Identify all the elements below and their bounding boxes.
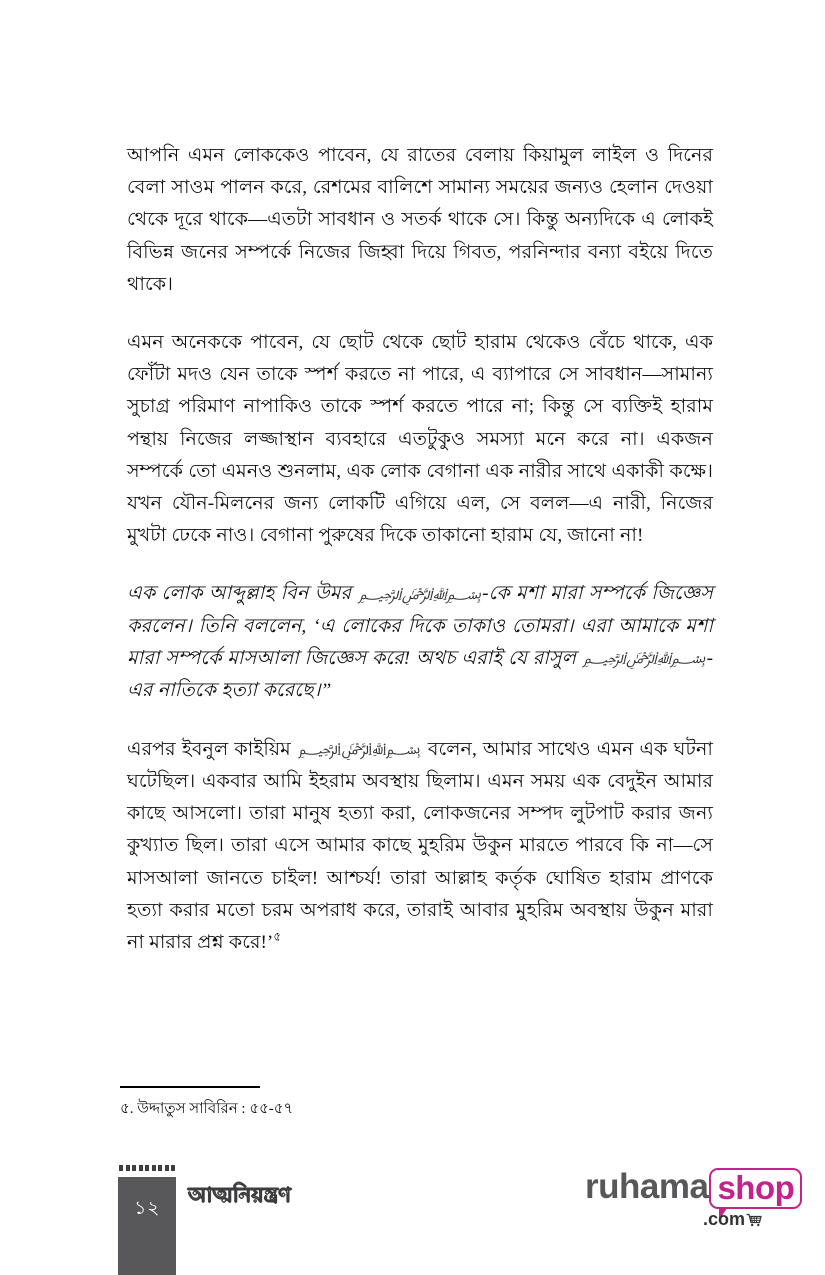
dot (126, 1165, 130, 1171)
body-text-column (127, 140, 713, 959)
logo-badge-wrapper (709, 1168, 802, 1209)
dot (171, 1165, 175, 1171)
logo-wordmark (585, 1168, 802, 1209)
dot (152, 1165, 156, 1171)
dot (165, 1165, 169, 1171)
footnote-text: ৫. উদ্দাতুস সাবিরিন : ৫৫-৫৭ (120, 1101, 294, 1117)
logo-text-shop: shop (709, 1168, 802, 1209)
page-number: ১২ (134, 1198, 160, 1219)
logo-domain-suffix (703, 1210, 762, 1228)
paragraph-4-part-1: এরপর ইবনুল কাইয়িম (127, 738, 297, 760)
paragraph-1: আপনি এমন লোককেও পাবেন, যে রাতের বেলায় কিয়ামুল লাইল ও দিনের বেলা সাওম পালন করে, রেশমের বালিশে সামান্য সময়ের জন্যও হেলান দেওয়া থেকে দূরে থাকে—এতটা সাবধান ও সতর্ক থাকে সে। কিন্তু অন্যদিকে এ লোকই বিভিন্ন জনের সম্পর্কে নিজের জিহ্বা দিয়ে গিবত, পরনিন্দার বন্যা বইয়ে দিতে থাকে। (127, 145, 713, 295)
honorific-symbol-icon: ﷽ (358, 585, 482, 603)
paragraph-4 (127, 734, 713, 960)
paragraph-4-part-2: বলেন, আমার সাথেও এমন এক ঘটনা ঘটেছিল। একবার আমি ইহরাম অবস্থায় ছিলাম। এমন সময় এক বেদুইন আমার কাছে আসলো। তারা মানুষ হত্যা করা, লোকজনের সম্পদ লুটপাট করার জন্য কুখ্যাত ছিল। তারা এসে আমার কাছে মুহরিম উকুন মারতে পারবে কি না—সে মাসআলা জানতে চাইল! আশ্চর্য! তারা আল্লাহ কর্তৃক ঘোষিত হারাম প্রাণকে হত্যা করার মতো চরম অপরাধ করে, তারাই আবার মুহরিম অবস্থায় উকুন মারা না মারার প্রশ্ন করে!’ (127, 738, 713, 954)
page-number-tab (118, 1177, 176, 1275)
page-footer (0, 1160, 825, 1275)
book-title: আত্মনিয়ন্ত্রণ (188, 1183, 291, 1207)
footnote-divider (120, 1086, 260, 1088)
honorific-symbol-icon: ﷽ (297, 740, 421, 758)
dot (139, 1165, 143, 1171)
logo-text-ruhama: ruhama (585, 1167, 709, 1206)
logo-text-com: .com (703, 1209, 746, 1229)
paragraph-3-part-2: -কে মশা মারা সম্পর্কে জিজ্ঞেস করলেন। তিনি বললেন, ‘এ লোকের দিকে তাকাও তোমরা। এরা আমাকে মশা মারা সম্পর্কে মাসআলা জিজ্ঞেস করে! অথচ এরাই যে রাসুল (127, 583, 713, 670)
shopping-cart-icon (746, 1213, 762, 1227)
dot (119, 1165, 123, 1171)
footnote-block (120, 1086, 720, 1120)
paragraph-3-part-1: এক লোক আব্দুল্লাহ বিন উমর (127, 583, 358, 605)
paragraph-2: এমন অনেককে পাবেন, যে ছোট থেকে ছোট হারাম থেকেও বেঁচে থাকে, এক ফোঁটা মদও যেন তাকে স্পর্শ করতে না পারে, এ ব্যাপারে সে সাবধান—সামান্য সুচাগ্র পরিমাণ নাপাকিও তাকে স্পর্শ করতে পারে না; কিন্তু সে ব্যক্তিই হারাম পন্থায় নিজের লজ্জাস্থান ব্যবহারে এতটুকুও সমস্যা মনে করে না। একজন সম্পর্কে তো এমনও শুনলাম, এক লোক বেগানা এক নারীর সাথে একাকী কক্ষে। যখন যৌন-মিলনের জন্য লোকটি এগিয়ে এল, সে বলল—এ নারী, নিজের মুখটা ঢেকে নাও। বেগানা পুরুষের দিকে তাকানো হারাম যে, জানো না! (127, 332, 713, 547)
honorific-symbol-icon: ﷽ (582, 650, 706, 668)
paragraph-3-part-3: -এর নাতিকে হত্যা করেছে।” (127, 648, 713, 702)
footnote-reference-marker[interactable]: ৫ (273, 929, 282, 944)
dot (132, 1165, 136, 1171)
notebook-dots-decoration (118, 1165, 176, 1174)
dot (145, 1165, 149, 1171)
ruhamashop-logo[interactable] (585, 1168, 795, 1230)
dot (158, 1165, 162, 1171)
paragraph-3 (127, 578, 713, 707)
